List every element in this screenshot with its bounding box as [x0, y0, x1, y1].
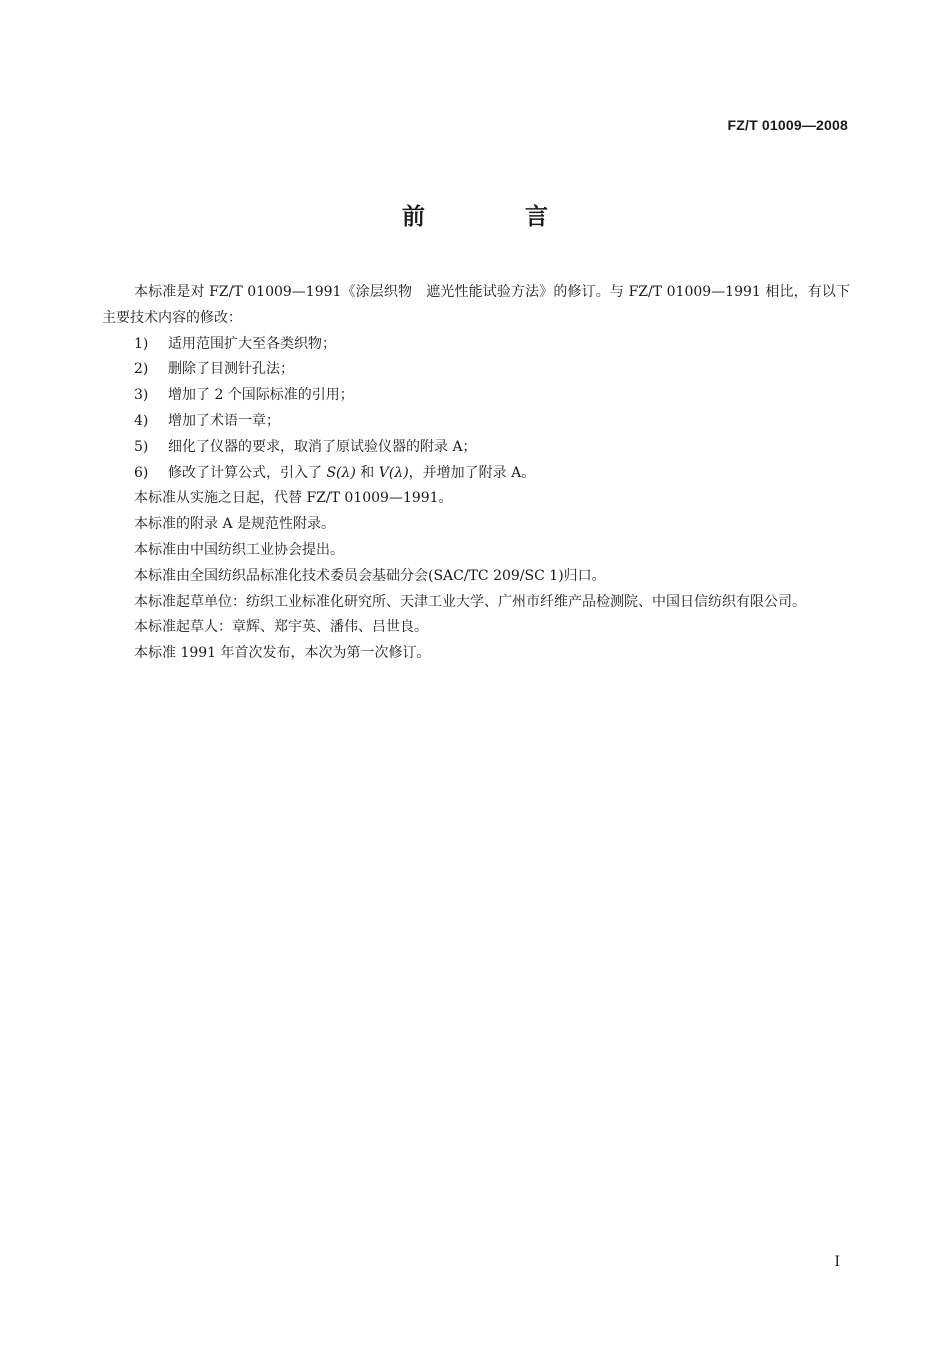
- change-item-number: 2): [134, 361, 149, 378]
- standard-number: FZ/T 01009—2008: [727, 117, 848, 133]
- foreword-body: [102, 280, 850, 667]
- history-paragraph: 本标准 1991 年首次发布，本次为第一次修订。: [134, 645, 431, 662]
- centralized-management-paragraph: 本标准由全国纺织品标准化技术委员会基础分会(SAC/TC 209/SC 1)归口。: [134, 567, 606, 584]
- change-item-text-mid: 和: [355, 464, 379, 481]
- change-item-text-before: 修改了计算公式，引入了: [168, 464, 327, 481]
- change-item-number: 1): [134, 335, 149, 352]
- change-item-text: 增加了 2 个国际标准的引用；: [168, 387, 354, 404]
- formula-v-lambda: V(λ): [378, 464, 409, 481]
- change-item-1: [102, 332, 850, 358]
- change-item-6: [102, 461, 850, 487]
- change-item-number: 6): [134, 464, 149, 481]
- annex-paragraph: 本标准的附录 A 是规范性附录。: [134, 516, 336, 533]
- change-item-4: [102, 409, 850, 435]
- formula-s-lambda: S(λ): [326, 464, 356, 481]
- change-item-number: 4): [134, 412, 149, 429]
- change-item-text-after: ，并增加了附录 A。: [408, 464, 536, 481]
- change-item-number: 5): [134, 438, 149, 455]
- drafters-paragraph: 本标准起草人：章辉、郑宇英、潘伟、吕世良。: [134, 619, 428, 636]
- change-item-text: 增加了术语一章；: [168, 412, 280, 429]
- proposer-paragraph: 本标准由中国纺织工业协会提出。: [134, 541, 344, 558]
- change-item-text: 细化了仪器的要求，取消了原试验仪器的附录 A；: [168, 438, 477, 455]
- change-item-number: 3): [134, 387, 149, 404]
- drafting-units-paragraph: 本标准起草单位：纺织工业标准化研究所、天津工业大学、广州市纤维产品检测院、中国日信纺织有限公司。: [134, 593, 806, 610]
- page-title: 前 言: [401, 204, 594, 230]
- replacement-paragraph: 本标准从实施之日起，代替 FZ/T 01009—1991。: [134, 490, 453, 507]
- change-item-5: [102, 435, 850, 461]
- change-item-2: [102, 357, 850, 383]
- change-item-text: 适用范围扩大至各类织物；: [168, 335, 336, 352]
- intro-paragraph: 本标准是对 FZ/T 01009—1991《涂层织物 遮光性能试验方法》的修订。与 FZ/T 01009—1991 相比，有以下主要技术内容的修改：: [102, 284, 850, 326]
- change-item-3: [102, 383, 850, 409]
- page-number: I: [834, 1254, 840, 1270]
- change-item-text: 删除了目测针孔法；: [168, 361, 294, 378]
